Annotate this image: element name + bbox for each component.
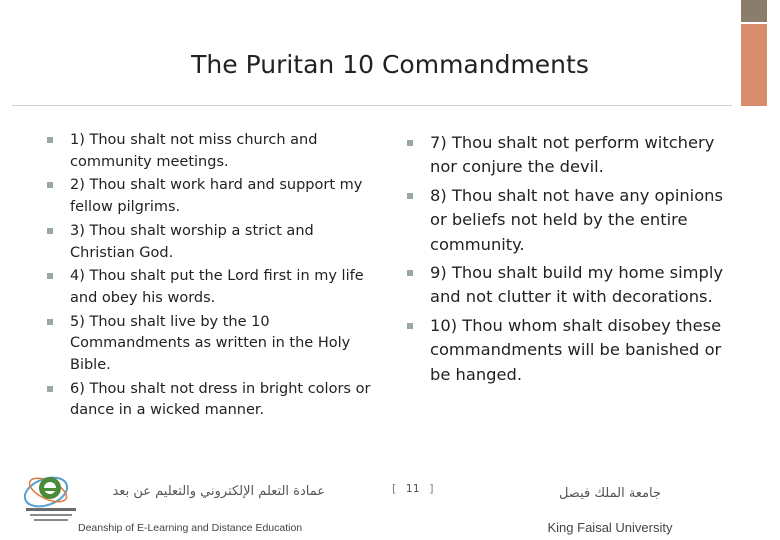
list-item-text: 6) Thou shalt not dress in bright colors or dance in a wicked manner. — [70, 380, 371, 419]
page-number: [ 11 ] — [392, 482, 434, 495]
right-bullet-list — [407, 131, 737, 391]
department-english-name: Deanship of E-Learning and Distance Education — [78, 522, 303, 534]
bullet-icon — [407, 270, 413, 276]
slide-title: The Puritan 10 Commandments — [191, 50, 589, 79]
department-arabic-name: عمادة التعلم الإلكتروني والتعليم عن بعد — [112, 484, 325, 499]
list-item-text: 4) Thou shalt put the Lord first in my life and obey his words. — [70, 268, 364, 306]
page-number-value: 11 — [405, 482, 420, 495]
list-item-text: 5) Thou shalt live by the 10 Commandments as written in the Holy Bible. — [70, 313, 351, 374]
decorative-bar-dark — [741, 0, 767, 22]
bullet-icon — [407, 140, 413, 146]
list-item — [47, 312, 380, 377]
list-item — [47, 379, 380, 422]
bullet-icon — [47, 319, 53, 325]
title-divider — [12, 105, 732, 106]
university-arabic-name: جامعة الملك فيصل — [558, 486, 662, 501]
list-item — [407, 184, 737, 257]
bullet-icon — [47, 228, 53, 234]
bullet-icon — [47, 182, 53, 188]
list-item-text: 1) Thou shalt not miss church and community meetings. — [70, 132, 318, 170]
e-learning-logo — [20, 462, 82, 528]
bullet-icon — [47, 273, 53, 279]
list-item — [407, 261, 737, 310]
left-bullet-list — [47, 130, 380, 424]
bullet-icon — [47, 386, 53, 392]
bullet-icon — [47, 137, 53, 143]
bullet-icon — [407, 323, 413, 329]
list-item — [47, 130, 380, 173]
list-item — [47, 266, 380, 309]
bullet-icon — [407, 193, 413, 199]
list-item-text: 2) Thou shalt work hard and support my fellow pilgrims. — [70, 177, 363, 216]
list-item-text: 7) Thou shalt not perform witchery nor conjure the devil. — [430, 133, 715, 177]
list-item-text: 9) Thou shalt build my home simply and not clutter it with decorations. — [430, 263, 724, 307]
list-item — [47, 175, 380, 218]
list-item — [47, 221, 380, 264]
list-item — [407, 314, 737, 387]
university-english-name: King Faisal University — [547, 520, 673, 535]
list-item-text: 3) Thou shalt worship a strict and Christian God. — [70, 222, 314, 261]
list-item-text: 8) Thou shalt not have any opinions or beliefs not held by the entire community. — [430, 185, 723, 254]
list-item-text: 10) Thou whom shalt disobey these commandments will be banished or be hanged. — [430, 315, 722, 384]
list-item — [407, 131, 737, 180]
